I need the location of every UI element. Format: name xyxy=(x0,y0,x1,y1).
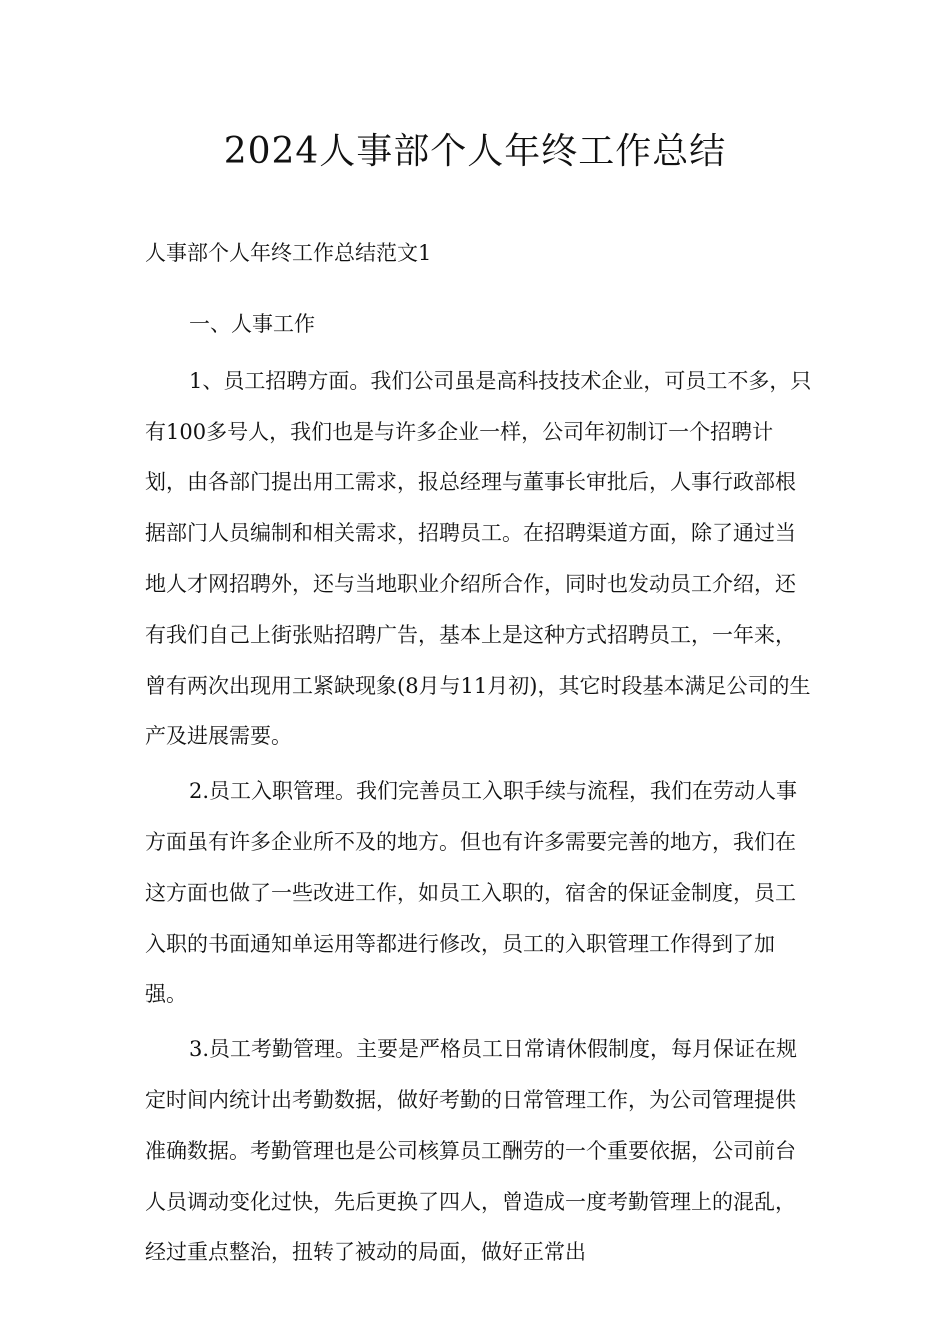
paragraph-onboarding: 2.员工入职管理。我们完善员工入职手续与流程，我们在劳动人事方面虽有许多企业所不及的地方。但也有许多需要完善的地方，我们在这方面也做了一些改进工作，如员工入职的，宿舍的保证金制度，员工入职的书面通知单运用等都进行修改，员工的入职管理工作得到了加强。 xyxy=(145,779,798,1007)
section-heading: 一、人事工作 xyxy=(189,312,315,336)
paragraph-attendance: 3.员工考勤管理。主要是严格员工日常请休假制度，每月保证在规定时间内统计出考勤数据，做好考勤的日常管理工作，为公司管理提供准确数据。考勤管理也是公司核算员工酬劳的一个重要依据，公司前台人员调动变化过快，先后更换了四人，曾造成一度考勤管理上的混乱，经过重点整治，扭转了被动的局面，做好正常出 xyxy=(145,1037,798,1265)
paragraph-recruitment: 1、员工招聘方面。我们公司虽是高科技技术企业，可员工不多，只有100多号人，我们也是与许多企业一样，公司年初制订一个招聘计划，由各部门提出用工需求，报总经理与董事长审批后，人事行政部根据部门人员编制和相关需求，招聘员工。在招聘渠道方面，除了通过当地人才网招聘外，还与当地职业介绍所合作，同时也发动员工介绍，还有我们自己上街张贴招聘广告，基本上是这种方式招聘员工，一年来，曾有两次出现用工紧缺现象(8月与11月初)，其它时段基本满足公司的生产及进展需要。 xyxy=(145,368,812,749)
document-body xyxy=(145,234,815,1278)
document-title: 2024人事部个人年终工作总结 xyxy=(223,131,727,172)
document-subtitle: 人事部个人年终工作总结范文1 xyxy=(145,241,432,265)
